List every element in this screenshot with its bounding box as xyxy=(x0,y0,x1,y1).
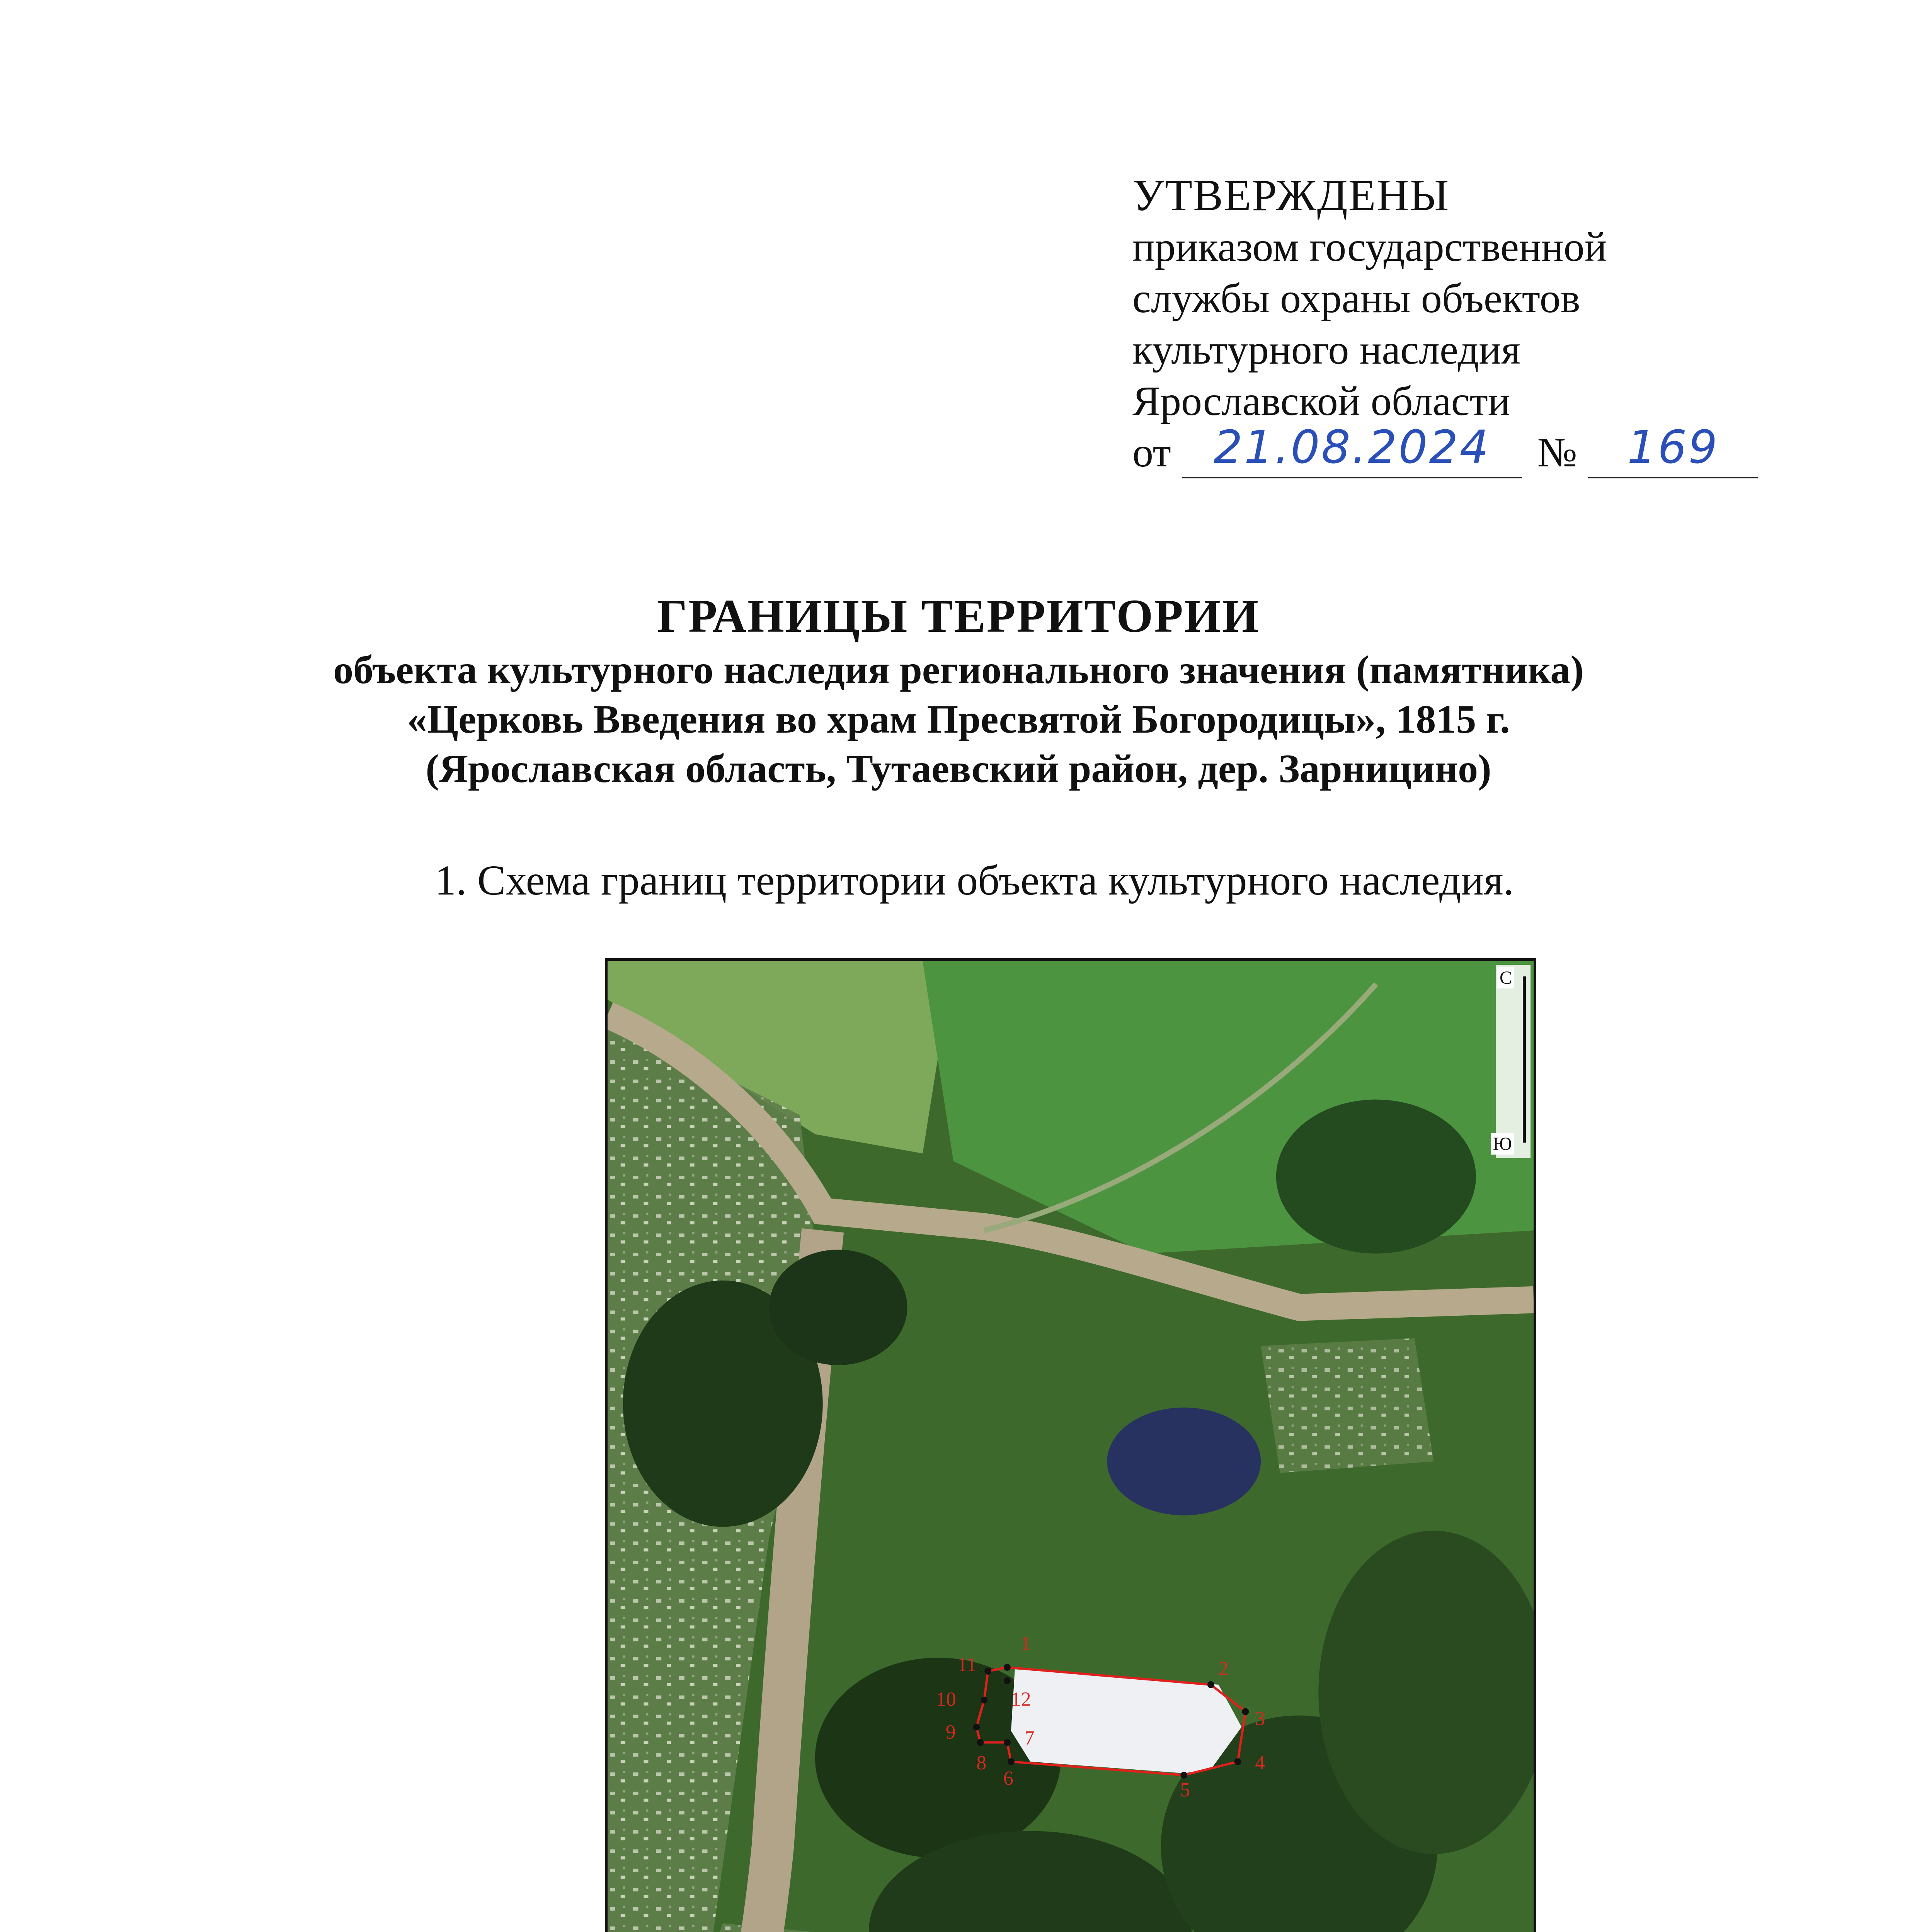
approval-line: Ярославской области xyxy=(1132,378,1510,424)
from-label: от xyxy=(1132,430,1171,476)
approval-date-row xyxy=(1132,420,1789,478)
boundary-point-label: 6 xyxy=(1003,1767,1013,1789)
boundary-point-label: 7 xyxy=(1024,1727,1035,1749)
compass-north-label: С xyxy=(1497,967,1514,988)
satellite-map xyxy=(605,958,1536,1932)
approval-block xyxy=(1132,170,1789,478)
north-arrow-icon xyxy=(1523,976,1526,1143)
approval-line: культурного наследия xyxy=(1132,327,1520,373)
approval-line: службы охраны объектов xyxy=(1132,276,1580,321)
handwritten-date: 21.08.2024 xyxy=(1213,420,1490,474)
compass-south-label: Ю xyxy=(1491,1133,1514,1155)
boundary-point-label: 2 xyxy=(1218,1657,1229,1680)
number-label: № xyxy=(1537,430,1577,476)
section-heading: 1. Схема границ территории объекта культурного наследия. xyxy=(435,857,1514,904)
title-main: ГРАНИЦЫ ТЕРРИТОРИИ xyxy=(657,590,1260,642)
title-line: объекта культурного наследия регионального значения (памятника) xyxy=(333,648,1584,692)
boundary-point-label: 4 xyxy=(1255,1752,1265,1774)
approval-heading: УТВЕРЖДЕНЫ xyxy=(1132,171,1450,220)
number-blank xyxy=(1588,420,1758,478)
boundary-point-label: 5 xyxy=(1180,1779,1190,1801)
title-line: «Церковь Введения во храм Пресвятой Богородицы», 1815 г. xyxy=(407,697,1510,742)
handwritten-number: 169 xyxy=(1627,420,1719,474)
boundary-point-label: 10 xyxy=(936,1688,956,1711)
boundary-point-label: 1 xyxy=(1020,1633,1031,1655)
boundary-point-label: 12 xyxy=(1011,1688,1031,1711)
boundary-point-label: 9 xyxy=(945,1721,956,1743)
approval-line: приказом государственной xyxy=(1132,224,1607,270)
date-blank xyxy=(1182,420,1522,478)
map-imagery xyxy=(608,961,1534,1932)
boundary-point-label: 8 xyxy=(976,1752,987,1774)
document-title xyxy=(0,587,1917,794)
boundary-point-label: 11 xyxy=(957,1654,977,1676)
boundary-point-label: 3 xyxy=(1255,1708,1265,1730)
title-line: (Ярославская область, Тутаевский район, дер. Зарницино) xyxy=(426,747,1491,791)
